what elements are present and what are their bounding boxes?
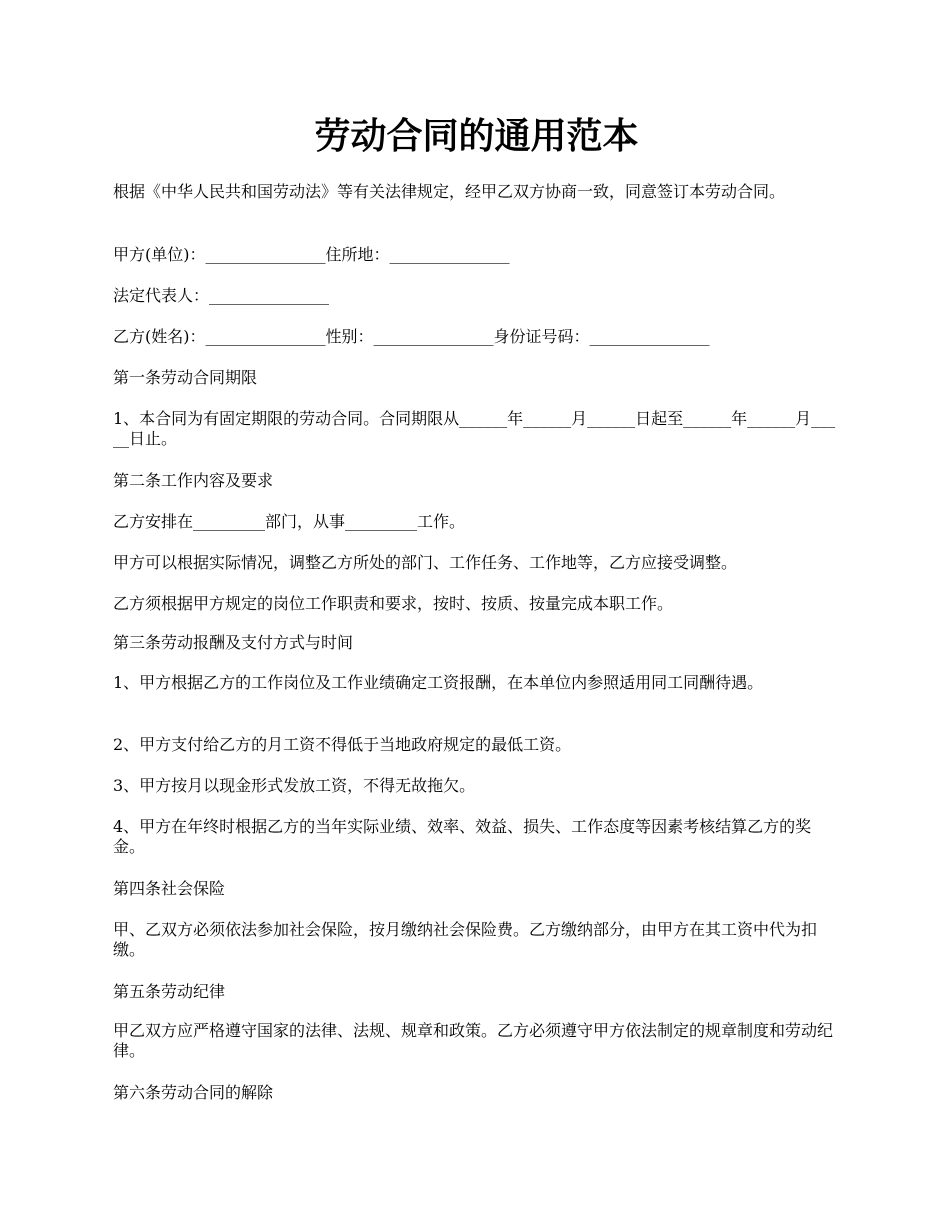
legal-rep-line: 法定代表人：_______________ [113,286,330,305]
intro-paragraph: 根据《中华人民共和国劳动法》等有关法律规定，经甲乙双方协商一致，同意签订本劳动合同。 [113,182,786,201]
article-3-clause-1: 1、甲方根据乙方的工作岗位及工作业绩确定工资报酬，在本单位内参照适用同工同酬待遇。 [113,673,764,692]
party-a-line: 甲方(单位)：_______________住所地：_______________ [113,245,510,264]
article-1-heading: 第一条劳动合同期限 [113,368,258,387]
party-b-line: 乙方(姓名)：_______________性别：_______________身份证号码：_______________ [113,327,710,346]
article-3-clause-3: 3、甲方按月以现金形式发放工资，不得无故拖欠。 [113,776,476,795]
article-5-text: 甲乙双方应严格遵守国家的法律、法规、规章和政策。乙方必须遵守甲方依法制定的规章制度和劳动纪律。 [113,1021,834,1060]
article-2-assignment: 乙方安排在_________部门，从事_________工作。 [113,512,466,531]
article-2-duties: 乙方须根据甲方规定的岗位工作职责和要求，按时、按质、按量完成本职工作。 [113,594,674,613]
article-3-heading: 第三条劳动报酬及支付方式与时间 [113,633,354,652]
document-title: 劳动合同的通用范本 [314,115,639,157]
article-3-clause-4: 4、甲方在年终时根据乙方的当年实际业绩、效率、效益、损失、工作态度等因素考核结算乙方的奖金。 [113,817,812,856]
article-4-text: 甲、乙双方必须依法参加社会保险，按月缴纳社会保险费。乙方缴纳部分，由甲方在其工资中代为扣缴。 [113,920,818,959]
article-4-heading: 第四条社会保险 [113,879,226,898]
article-2-heading: 第二条工作内容及要求 [113,471,274,490]
article-6-heading: 第六条劳动合同的解除 [113,1083,274,1102]
article-2-adjustment: 甲方可以根据实际情况，调整乙方所处的部门、工作任务、工作地等，乙方应接受调整。 [113,553,738,572]
article-1-clause-1: 1、本合同为有固定期限的劳动合同。合同期限从______年______月______日起至______年______月_____日止。 [113,409,836,448]
article-5-heading: 第五条劳动纪律 [113,982,226,1001]
article-3-clause-2: 2、甲方支付给乙方的月工资不得低于当地政府规定的最低工资。 [113,735,572,754]
